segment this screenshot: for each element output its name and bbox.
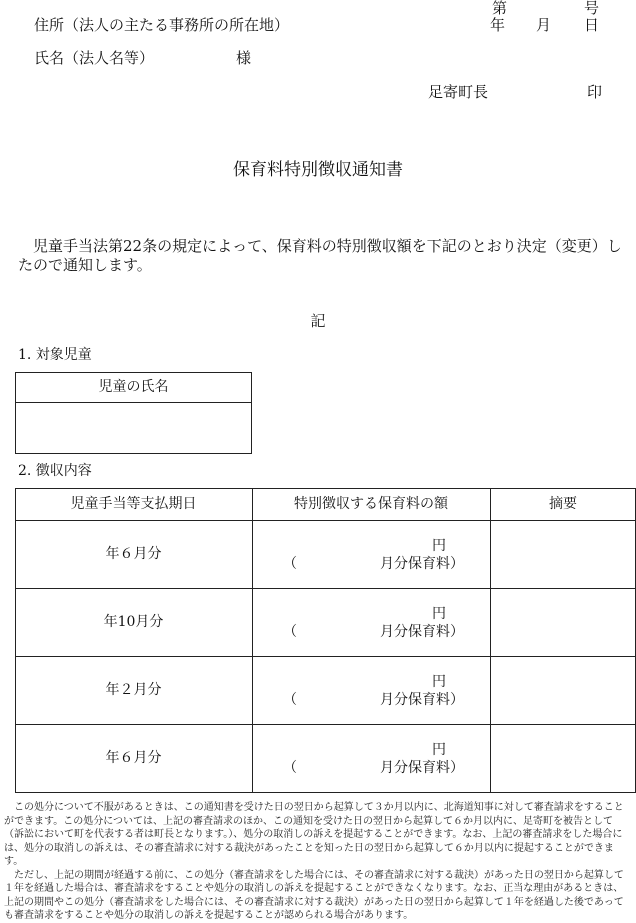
row-month-fee-label: 月分保育料）: [380, 760, 464, 776]
row-payment-date: 年10月分: [103, 614, 164, 630]
section2-heading: 2. 徴収内容: [18, 463, 92, 479]
column-header-fee-amount: 特別徴収する保育料の額: [294, 496, 448, 512]
number-dai-label: 第: [492, 0, 508, 17]
row-payment-date: 年２月分: [105, 682, 162, 698]
column-header-remarks: 摘要: [549, 496, 577, 512]
row-yen-label: 円: [432, 606, 446, 622]
collection-table-row-divider: [15, 588, 636, 589]
honorific: 様: [236, 49, 252, 67]
collection-table-col-divider-2: [490, 488, 491, 793]
ki-mark: 記: [310, 312, 326, 330]
address-label: 住所（法人の主たる事務所の所在地）: [34, 16, 290, 34]
row-yen-label: 円: [432, 538, 446, 554]
row-month-fee-label: 月分保育料）: [380, 692, 464, 708]
row-month-fee-label: 月分保育料）: [380, 556, 464, 572]
row-paren-open: （: [283, 556, 297, 572]
date-year-label: 年: [490, 16, 506, 34]
row-payment-date: 年６月分: [105, 750, 162, 766]
row-month-fee-label: 月分保育料）: [380, 624, 464, 640]
number-go-label: 号: [584, 0, 600, 17]
document-title: 保育料特別徴収通知書: [233, 160, 403, 180]
seal-mark: 印: [587, 83, 603, 101]
row-yen-label: 円: [432, 674, 446, 690]
section1-heading: 1. 対象児童: [18, 347, 92, 363]
row-paren-open: （: [283, 760, 297, 776]
collection-table-border: [15, 488, 636, 793]
issuer-name: 足寄町長: [428, 83, 489, 101]
collection-table-col-divider-1: [252, 488, 253, 793]
child-name-header: 児童の氏名: [98, 379, 169, 395]
collection-table-header-divider: [15, 520, 636, 521]
collection-table-row-divider: [15, 656, 636, 657]
child-table-divider: [15, 402, 252, 403]
appeal-notes: [0, 801, 636, 923]
date-month-label: 月: [536, 16, 552, 34]
row-payment-date: 年６月分: [105, 546, 162, 562]
name-label: 氏名（法人名等）: [34, 49, 155, 67]
body-text-line2: たので通知します。: [18, 256, 152, 274]
body-text-line1: 児童手当法第22条の規定によって、保育料の特別徴収額を下記のとおり決定（変更）し: [33, 237, 622, 255]
collection-table-row-divider: [15, 724, 636, 725]
appeal-notes-paragraph-2: ただし、上記の期間が経過する前に、この処分（審査請求をした場合には、その審査請求に対する裁決）があった日の翌日から起算して１年を経過した場合は、審査請求をすることや処分の取消しの訴えを提起することができなくなります。なお、正当な理由があるときは、上記の期間やこの処分（審査請求をした場合には、その審査請求に対する裁決）があった日の翌日から起算して１年を経過した後であっても審査請求をすることや処分の取消しの訴えを提起することが認められる場合があります。: [4, 869, 624, 921]
date-day-label: 日: [584, 16, 600, 34]
row-paren-open: （: [283, 692, 297, 708]
row-paren-open: （: [283, 624, 297, 640]
row-yen-label: 円: [432, 742, 446, 758]
column-header-payment-date: 児童手当等支払期日: [70, 496, 197, 512]
appeal-notes-paragraph-1: この処分について不服があるときは、この通知書を受けた日の翌日から起算して３か月以内に、北海道知事に対して審査請求をすることができます。この処分については、上記の審査請求のほか、この通知を受けた日の翌日から起算して６か月以内に、足寄町を被告として（訴訟において町を代表する者は町長となります。）、処分の取消しの訴えを提起することができます。なお、上記の審査請求をした場合には、処分の取消しの訴えは、その審査請求に対する裁決があったことを知った日の翌日から起算して６か月以内に提起することができます。: [4, 802, 624, 867]
